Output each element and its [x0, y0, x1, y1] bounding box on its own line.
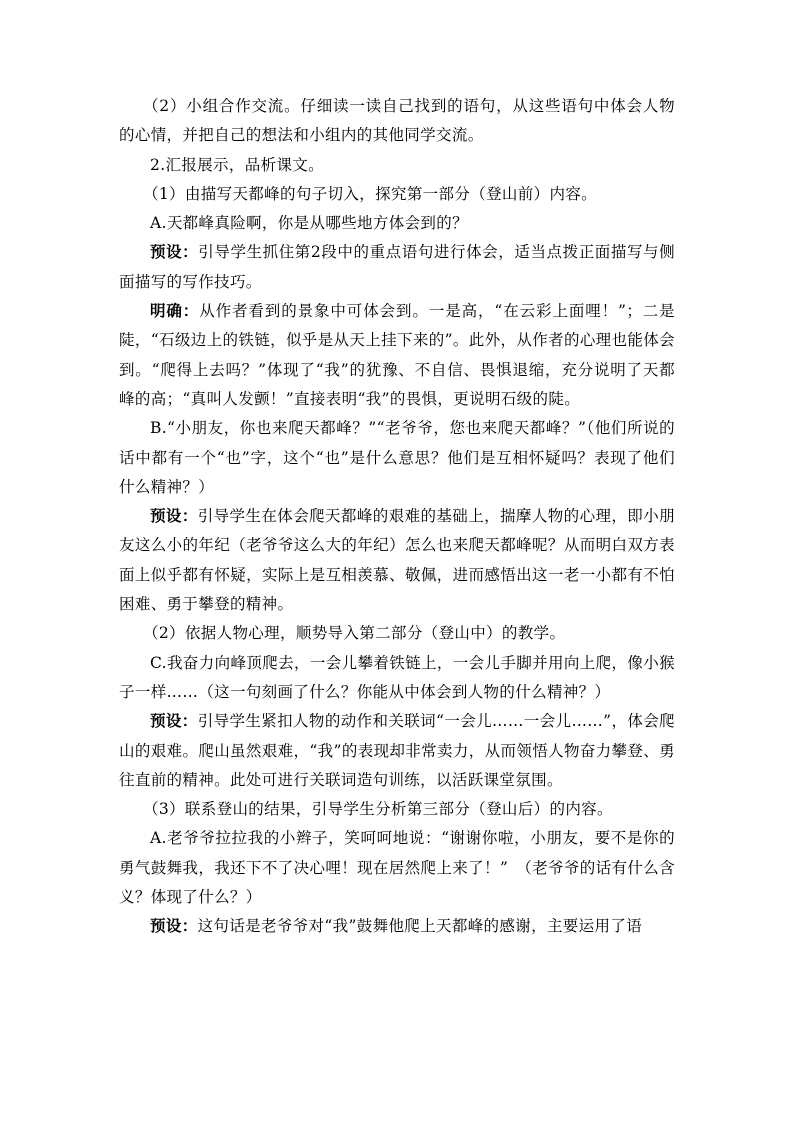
- paragraph-part-one: （1）由描写天都峰的句子切入，探究第一部分（登山前）内容。: [143, 184, 598, 203]
- paragraph-preset-4: 预设：这句话是老爷爷对“我”鼓舞他爬上天都峰的感谢，主要运用了语: [150, 917, 643, 936]
- paragraph-clarify: 明确：从作者看到的景象中可体会到。一是高，“在云彩上面哩！”；二是陡，“石级边上的铁链，似乎是从天上挂下来的”。此外，从作者的心理也能体会到。“爬得上去吗？”体现了“我”的犹豫、不自信、畏惧退缩，充分说明了天都峰的高；“真叫人发颤！”直接表明“我”的畏惧，更说明石级的陡。: [119, 302, 675, 408]
- paragraph-part-two: （2）依据人物心理，顺势导入第二部分（登山中）的教学。: [143, 624, 566, 643]
- preset-label: 预设：: [150, 243, 199, 262]
- paragraph-group-discussion: （2）小组合作交流。仔细读一读自己找到的语句，从这些语句中体会人物的心情，并把自己的想法和小组内的其他同学交流。: [119, 97, 675, 145]
- paragraph-preset-3: 预设：引导学生紧扣人物的动作和关联词“一会儿……一会儿……”，体会爬山的艰难。爬山虽然艰难，“我”的表现却非常卖力，从而领悟人物奋力攀登、勇往直前的精神。此处可进行关联词造句训练，以活跃课堂氛围。: [119, 712, 675, 789]
- paragraph-question-a: A.天都峰真险啊，你是从哪些地方体会到的？: [150, 214, 468, 233]
- document-page: [119, 92, 675, 942]
- preset-label: 预设：: [150, 917, 198, 936]
- paragraph-report: 2.汇报展示，品析课文。: [150, 155, 324, 174]
- paragraph-part-three: （3）联系登山的结果，引导学生分析第三部分（登山后）的内容。: [143, 800, 613, 819]
- clarify-label: 明确：: [150, 302, 200, 321]
- paragraph-preset-1: 预设：引导学生抓住第2段中的重点语句进行体会，适当点拨正面描写与侧面描写的写作技巧。: [119, 243, 675, 291]
- preset-label: 预设：: [150, 712, 198, 731]
- preset-label: 预设：: [150, 507, 198, 526]
- paragraph-question-c: C.我奋力向峰顶爬去，一会儿攀着铁链上，一会儿手脚并用向上爬，像小猴子一样……（这一句刻画了什么？你能从中体会到人物的什么精神？）: [119, 653, 675, 701]
- paragraph-preset-2: 预设：引导学生在体会爬天都峰的艰难的基础上，揣摩人物的心理，即小朋友这么小的年纪（老爷爷这么大的年纪）怎么也来爬天都峰呢？从而明白双方表面上似乎都有怀疑，实际上是互相羡慕、敬佩，进而感悟出这一老一小都有不怕困难、勇于攀登的精神。: [119, 507, 675, 614]
- paragraph-question-a2: A.老爷爷拉拉我的小辫子，笑呵呵地说：“谢谢你啦，小朋友，要不是你的勇气鼓舞我，我还下不了决心哩！现在居然爬上来了！” （老爷爷的话有什么含义？体现了什么？）: [119, 829, 675, 907]
- paragraph-question-b: B.“小朋友，你也来爬天都峰？”“老爷爷，您也来爬天都峰？”（他们所说的话中都有一个“也”字，这个“也”是什么意思？他们是互相怀疑吗？表现了他们什么精神？）: [119, 419, 675, 496]
